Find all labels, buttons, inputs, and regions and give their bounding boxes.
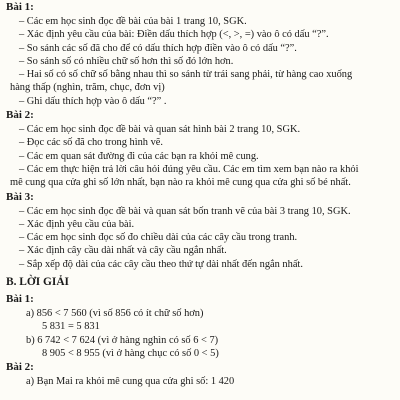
instruction-line: – Xác định yêu cầu của bài: Điền dấu thích hợp (<, >, =) vào ô có dấu “?”. bbox=[19, 29, 329, 41]
solution-line: a) Bạn Mai ra khỏi mê cung qua cửa ghi số: 1 420 bbox=[26, 376, 235, 388]
instruction-line: – So sánh các số đã cho để có dấu thích hợp điền vào ô có dấu “?”. bbox=[19, 42, 297, 54]
instruction-line: – Các em học sinh đọc đề bài của bài 1 trang 10, SGK. bbox=[19, 16, 247, 27]
instruction-line-continued: mê cung qua cửa ghi số lớn nhất, bạn nào ra khỏi mê cung qua cửa ghi số bé nhất. bbox=[10, 177, 351, 189]
instruction-line-continued: hàng thấp (nghìn, trăm, chục, đơn vị) bbox=[10, 82, 165, 94]
instruction-line: – Đọc các số đã cho trong hình vẽ. bbox=[19, 137, 163, 149]
exercise-heading: Bài 1: bbox=[6, 1, 34, 13]
instruction-line: – Các em quan sát đường đi của các bạn ra khỏi mê cung. bbox=[19, 150, 259, 162]
exercise-heading: Bài 2: bbox=[6, 361, 34, 374]
instruction-line: – Sắp xếp độ dài của các cây cầu theo thứ tự dài nhất đến ngắn nhất. bbox=[19, 258, 303, 270]
instruction-line: – Các em học sinh đọc đề bài và quan sát hình bài 2 trang 10, SGK. bbox=[19, 124, 301, 136]
solution-line: 5 831 = 5 831 bbox=[42, 321, 100, 333]
solution-line: a) 856 < 7 560 (vì số 856 có ít chữ số hơn) bbox=[26, 308, 204, 320]
exercise-heading: Bài 3: bbox=[6, 190, 34, 203]
instruction-line: – Các em thực hiện trả lời câu hỏi đúng yêu cầu. Các em tìm xem bạn nào ra khỏi bbox=[19, 163, 359, 175]
instruction-line: – Xác định cây cầu dài nhất và cây cầu ngắn nhất. bbox=[19, 245, 227, 257]
instruction-line: – Hai số có số chữ số bằng nhau thì so sánh từ trái sang phải, từ hàng cao xuống bbox=[19, 69, 353, 81]
exercise-heading: Bài 2: bbox=[6, 109, 34, 122]
instruction-line: – Ghi dấu thích hợp vào ô dấu “?” . bbox=[19, 95, 167, 107]
instruction-line: – Các em học sinh đọc đề bài và quan sát bốn tranh vẽ của bài 3 trang 10, SGK. bbox=[19, 205, 351, 217]
solution-line: b) 6 742 < 7 624 (vì ở hàng nghìn có số 6 < 7) bbox=[26, 334, 219, 346]
instruction-line: – Các em học sinh đọc số đo chiều dài của các cây cầu trong tranh. bbox=[19, 232, 298, 244]
solution-line: 8 905 < 8 955 (vì ở hàng chục có số 0 < 5) bbox=[42, 347, 219, 359]
instruction-line: – So sánh số có nhiều chữ số hơn thì số đó lớn hơn. bbox=[19, 55, 234, 67]
instruction-line: – Xác định yêu cầu của bài. bbox=[19, 218, 135, 230]
exercise-heading: Bài 1: bbox=[6, 293, 34, 306]
section-heading: B. LỜI GIẢI bbox=[6, 276, 69, 289]
